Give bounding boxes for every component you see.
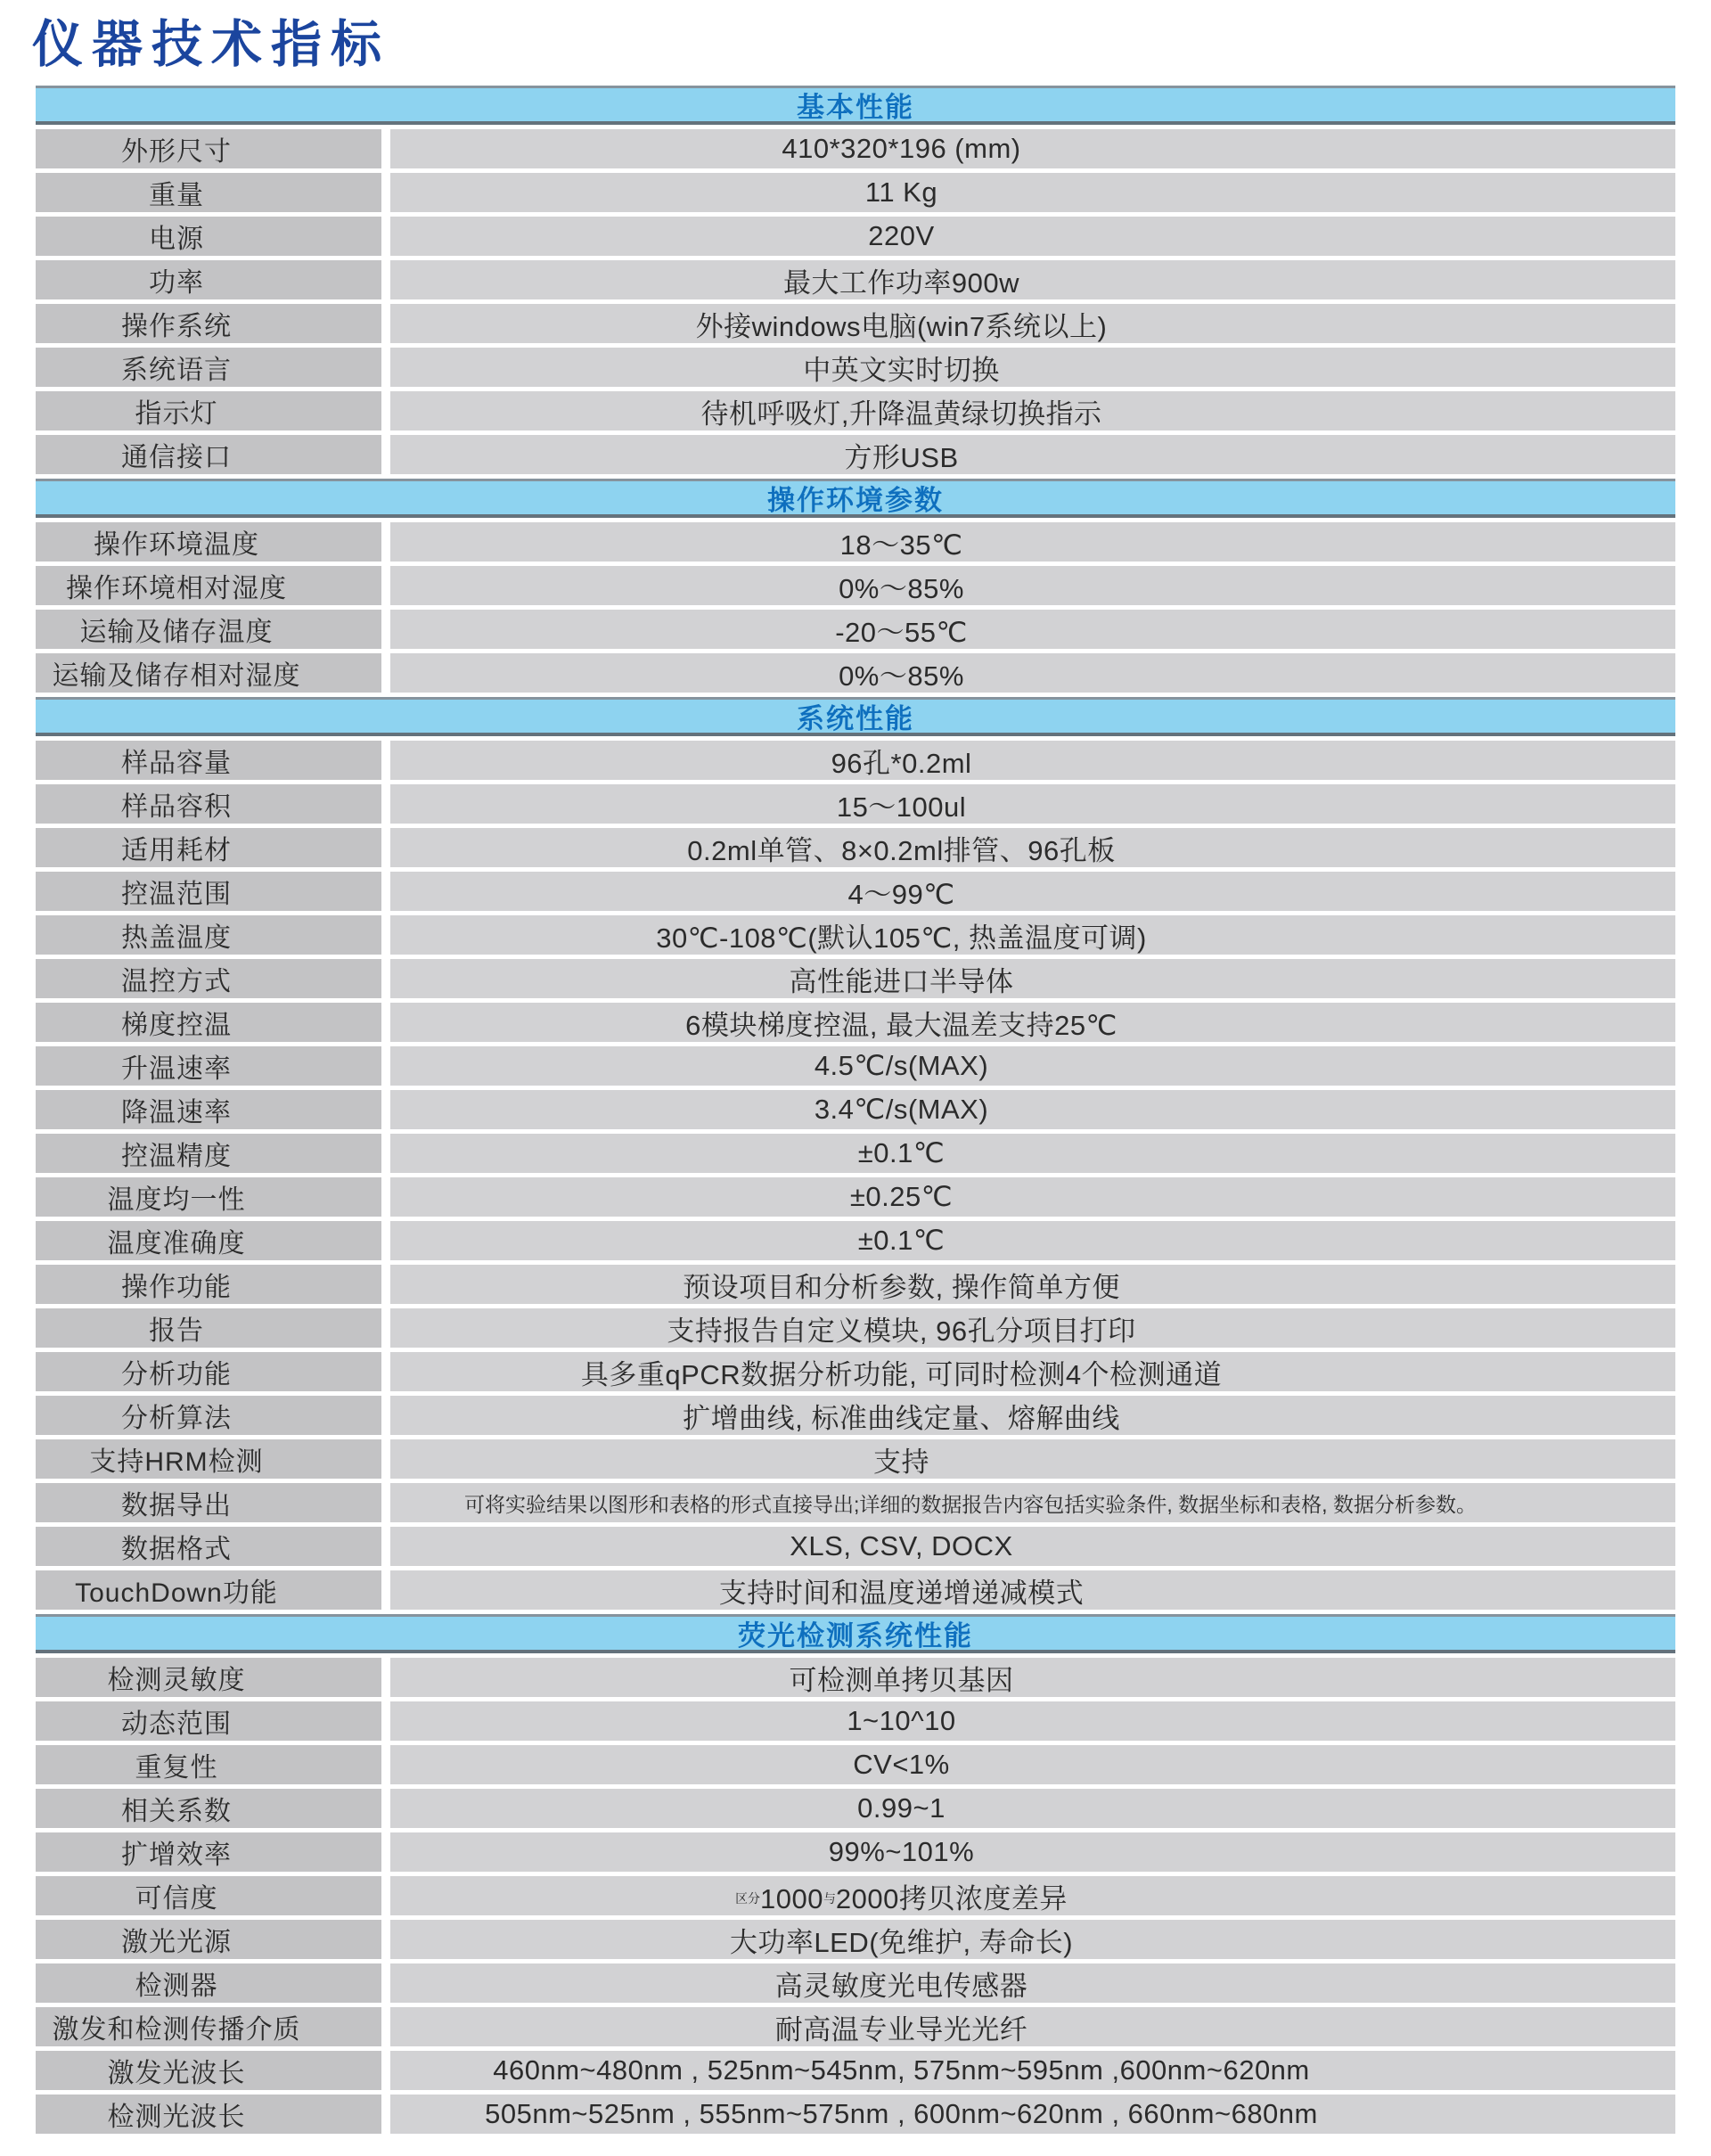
table-row bbox=[36, 566, 1675, 605]
table-row bbox=[36, 1439, 1675, 1479]
row-value-text: 中英文实时切换 bbox=[803, 354, 1000, 386]
row-value bbox=[390, 959, 1675, 998]
row-value bbox=[390, 1527, 1675, 1566]
row-label bbox=[36, 741, 381, 780]
row-value bbox=[390, 1003, 1675, 1042]
value-part: 2000拷贝浓度差异 bbox=[835, 1882, 1068, 1914]
table-row bbox=[36, 1701, 1675, 1741]
row-value bbox=[390, 741, 1675, 780]
row-label-text: 检测器 bbox=[135, 1972, 218, 2001]
row-value bbox=[390, 1570, 1675, 1610]
row-value-text: ±0.1℃ bbox=[857, 1137, 946, 1168]
table-row bbox=[36, 173, 1675, 212]
row-value bbox=[390, 1177, 1675, 1217]
table-row bbox=[36, 1832, 1675, 1872]
row-value-text: 220V bbox=[868, 220, 935, 251]
row-label-text: 控温精度 bbox=[121, 1142, 232, 1171]
table-row bbox=[36, 828, 1675, 867]
row-value-text: 4～99℃ bbox=[847, 878, 955, 910]
row-value-text: 96孔*0.2ml bbox=[831, 747, 972, 779]
section-header: 操作环境参数 bbox=[36, 479, 1675, 518]
table-row bbox=[36, 1352, 1675, 1391]
row-label bbox=[36, 2051, 381, 2090]
table-row bbox=[36, 1570, 1675, 1610]
row-label-text: 样品容量 bbox=[121, 749, 232, 778]
spec-table bbox=[36, 86, 1675, 2138]
row-label bbox=[36, 653, 381, 693]
row-value bbox=[390, 610, 1675, 649]
row-label-text: 支持HRM检测 bbox=[89, 1447, 264, 1477]
row-label-text: 数据格式 bbox=[121, 1535, 232, 1564]
table-row bbox=[36, 1134, 1675, 1173]
row-value-text: 4.5℃/s(MAX) bbox=[814, 1050, 989, 1081]
table-row bbox=[36, 653, 1675, 693]
row-label-text: 可信度 bbox=[135, 1884, 218, 1914]
row-label bbox=[36, 1134, 381, 1173]
row-value bbox=[390, 1483, 1675, 1522]
table-row bbox=[36, 915, 1675, 955]
row-label bbox=[36, 784, 381, 824]
row-label bbox=[36, 391, 381, 430]
row-value bbox=[390, 784, 1675, 824]
row-value bbox=[390, 1876, 1675, 1915]
table-row bbox=[36, 217, 1675, 256]
row-label bbox=[36, 217, 381, 256]
row-label-text: 相关系数 bbox=[121, 1797, 232, 1826]
row-value-text: 方形USB bbox=[844, 441, 959, 473]
row-value bbox=[390, 1352, 1675, 1391]
row-value bbox=[390, 1308, 1675, 1348]
row-label bbox=[36, 1876, 381, 1915]
row-label-text: 运输及储存温度 bbox=[79, 618, 274, 647]
row-label-text: 操作功能 bbox=[121, 1273, 232, 1302]
row-value bbox=[390, 1789, 1675, 1828]
row-label bbox=[36, 1745, 381, 1784]
row-value bbox=[390, 915, 1675, 955]
table-row bbox=[36, 260, 1675, 299]
row-value bbox=[390, 566, 1675, 605]
table-row bbox=[36, 1003, 1675, 1042]
row-label bbox=[36, 1832, 381, 1872]
row-label bbox=[36, 1046, 381, 1086]
row-value bbox=[390, 173, 1675, 212]
row-value-text: 扩增曲线, 标准曲线定量、熔解曲线 bbox=[683, 1402, 1120, 1434]
row-value-text: 支持报告自定义模块, 96孔分项目打印 bbox=[667, 1315, 1136, 1347]
table-row bbox=[36, 304, 1675, 343]
row-value-text: CV<1% bbox=[853, 1749, 950, 1780]
row-value-text: 18～35℃ bbox=[839, 529, 963, 561]
row-label-text: 操作环境相对湿度 bbox=[66, 574, 287, 603]
row-label-text: 检测光波长 bbox=[107, 2103, 246, 2132]
value-part-small: 与 bbox=[823, 1890, 836, 1906]
row-value bbox=[390, 1439, 1675, 1479]
row-value-text: 0%～85% bbox=[839, 572, 964, 604]
row-label-text: 重量 bbox=[149, 181, 204, 210]
row-value-text: 505nm~525nm , 555nm~575nm , 600nm~620nm , 660nm~680nm bbox=[485, 2098, 1318, 2129]
row-label-text: 分析算法 bbox=[121, 1404, 232, 1433]
row-value bbox=[390, 1090, 1675, 1129]
row-label-text: 数据导出 bbox=[121, 1491, 232, 1521]
row-value-text: 高性能进口半导体 bbox=[789, 965, 1014, 997]
row-label-text: 激发光波长 bbox=[107, 2059, 246, 2088]
value-part-small: 区分 bbox=[735, 1890, 760, 1906]
row-label bbox=[36, 1177, 381, 1217]
row-label bbox=[36, 1396, 381, 1435]
row-value-text: 支持时间和温度递增递减模式 bbox=[718, 1577, 1085, 1609]
row-value-text: 具多重qPCR数据分析功能, 可同时检测4个检测通道 bbox=[580, 1358, 1223, 1390]
table-row bbox=[36, 129, 1675, 168]
row-label-text: 降温速率 bbox=[121, 1098, 232, 1127]
row-label bbox=[36, 1963, 381, 2003]
row-label bbox=[36, 522, 381, 562]
value-part: 1000 bbox=[760, 1882, 823, 1914]
row-label bbox=[36, 2007, 381, 2046]
row-label-text: 控温范围 bbox=[121, 880, 232, 909]
row-value bbox=[390, 2007, 1675, 2046]
table-row bbox=[36, 2007, 1675, 2046]
table-row bbox=[36, 1483, 1675, 1522]
row-value bbox=[390, 304, 1675, 343]
row-value-text: 高灵敏度光电传感器 bbox=[774, 1970, 1028, 2002]
row-label bbox=[36, 1570, 381, 1610]
row-value bbox=[390, 391, 1675, 430]
table-row bbox=[36, 1876, 1675, 1915]
row-value-text: 外接windows电脑(win7系统以上) bbox=[695, 310, 1108, 342]
row-value-text: 410*320*196 (mm) bbox=[782, 133, 1021, 164]
row-label bbox=[36, 1352, 381, 1391]
row-value-text: 支持 bbox=[873, 1446, 929, 1478]
table-row bbox=[36, 1308, 1675, 1348]
row-label-text: 激光光源 bbox=[121, 1928, 232, 1957]
row-label bbox=[36, 1221, 381, 1260]
row-label-text: 升温速率 bbox=[121, 1054, 232, 1084]
row-label-text: 适用耗材 bbox=[121, 836, 232, 865]
row-value bbox=[390, 348, 1675, 387]
row-label-text: 检测灵敏度 bbox=[107, 1666, 246, 1695]
table-row bbox=[36, 741, 1675, 780]
row-value bbox=[390, 1832, 1675, 1872]
row-label-text: 电源 bbox=[149, 225, 204, 254]
row-label-text: 外形尺寸 bbox=[121, 137, 232, 167]
row-label bbox=[36, 1483, 381, 1522]
row-value bbox=[390, 1701, 1675, 1741]
section-header: 系统性能 bbox=[36, 697, 1675, 736]
row-label-text: 温度均一性 bbox=[107, 1185, 246, 1215]
row-label-text: 热盖温度 bbox=[121, 923, 232, 953]
table-row bbox=[36, 348, 1675, 387]
row-value-text: 可检测单拷贝基因 bbox=[789, 1664, 1014, 1696]
row-label bbox=[36, 1701, 381, 1741]
row-value-text: 0%～85% bbox=[839, 660, 964, 692]
row-value-text: 预设项目和分析参数, 操作简单方便 bbox=[683, 1271, 1120, 1303]
row-label-text: 指示灯 bbox=[135, 399, 218, 429]
section-header: 荧光检测系统性能 bbox=[36, 1614, 1675, 1653]
row-value bbox=[390, 653, 1675, 693]
row-value-text: 可将实验结果以图形和表格的形式直接导出;详细的数据报告内容包括实验条件, 数据坐标和表格, 数据分析参数。 bbox=[464, 1492, 1477, 1516]
row-label bbox=[36, 1439, 381, 1479]
table-row bbox=[36, 1265, 1675, 1304]
row-label bbox=[36, 304, 381, 343]
table-row bbox=[36, 784, 1675, 824]
row-value-text: 1~10^10 bbox=[847, 1705, 956, 1736]
table-row bbox=[36, 522, 1675, 562]
row-value-text: 0.99~1 bbox=[857, 1792, 946, 1824]
row-value-text: 0.2ml单管、8×0.2ml排管、96孔板 bbox=[687, 834, 1116, 866]
page-title: 仪器技术指标 bbox=[32, 16, 390, 73]
row-label bbox=[36, 1920, 381, 1959]
row-label bbox=[36, 1308, 381, 1348]
row-label bbox=[36, 260, 381, 299]
row-label-text: 操作系统 bbox=[121, 312, 232, 341]
row-label bbox=[36, 1090, 381, 1129]
row-value bbox=[390, 1046, 1675, 1086]
row-label bbox=[36, 1265, 381, 1304]
row-label bbox=[36, 435, 381, 474]
table-row bbox=[36, 1527, 1675, 1566]
row-label-text: 温控方式 bbox=[121, 967, 232, 996]
row-value-text: 11 Kg bbox=[864, 176, 938, 208]
row-value bbox=[390, 1920, 1675, 1959]
row-label-text: 通信接口 bbox=[121, 443, 232, 472]
row-value-text: 6模块梯度控温, 最大温差支持25℃ bbox=[685, 1009, 1117, 1041]
table-row bbox=[36, 1789, 1675, 1828]
row-value bbox=[390, 2051, 1675, 2090]
table-row bbox=[36, 1177, 1675, 1217]
row-label-text: 温度准确度 bbox=[107, 1229, 246, 1258]
row-value-text: 30℃-108℃(默认105℃, 热盖温度可调) bbox=[656, 922, 1147, 954]
row-label-text: 运输及储存相对湿度 bbox=[52, 661, 301, 691]
row-value-text: 大功率LED(免维护, 寿命长) bbox=[729, 1926, 1074, 1958]
row-label-text: 操作环境温度 bbox=[94, 530, 259, 560]
table-row bbox=[36, 1920, 1675, 1959]
row-label-text: 报告 bbox=[149, 1316, 204, 1346]
row-value-text: ±0.1℃ bbox=[857, 1225, 946, 1256]
row-value bbox=[390, 1658, 1675, 1697]
table-row bbox=[36, 872, 1675, 911]
row-value-text bbox=[735, 1876, 1068, 1916]
row-value bbox=[390, 1745, 1675, 1784]
row-value-text: 耐高温专业导光光纤 bbox=[774, 2013, 1028, 2045]
row-label-text: 动态范围 bbox=[121, 1709, 232, 1739]
row-value-text: 15～100ul bbox=[836, 791, 967, 823]
row-label bbox=[36, 566, 381, 605]
table-row bbox=[36, 2095, 1675, 2134]
row-label-text: 功率 bbox=[149, 268, 204, 298]
row-value-text: 待机呼吸灯,升降温黄绿切换指示 bbox=[700, 398, 1102, 430]
row-value bbox=[390, 522, 1675, 562]
row-value bbox=[390, 1265, 1675, 1304]
row-label bbox=[36, 1658, 381, 1697]
table-row bbox=[36, 1745, 1675, 1784]
row-value bbox=[390, 1221, 1675, 1260]
row-label bbox=[36, 348, 381, 387]
table-row bbox=[36, 959, 1675, 998]
table-row bbox=[36, 1090, 1675, 1129]
row-value bbox=[390, 129, 1675, 168]
row-value bbox=[390, 2095, 1675, 2134]
row-label-text: 系统语言 bbox=[121, 356, 232, 385]
row-value bbox=[390, 1134, 1675, 1173]
row-value bbox=[390, 1963, 1675, 2003]
row-value bbox=[390, 435, 1675, 474]
row-value bbox=[390, 828, 1675, 867]
row-label-text: TouchDown功能 bbox=[75, 1578, 278, 1608]
row-label bbox=[36, 610, 381, 649]
row-value bbox=[390, 872, 1675, 911]
row-value-text: -20～55℃ bbox=[835, 616, 968, 648]
row-label bbox=[36, 129, 381, 168]
table-row bbox=[36, 2051, 1675, 2090]
row-label-text: 分析功能 bbox=[121, 1360, 232, 1390]
row-label bbox=[36, 1527, 381, 1566]
row-label-text: 重复性 bbox=[135, 1753, 218, 1783]
row-label-text: 梯度控温 bbox=[121, 1011, 232, 1040]
table-row bbox=[36, 435, 1675, 474]
row-label bbox=[36, 915, 381, 955]
row-value-text: 460nm~480nm , 525nm~545nm, 575nm~595nm ,600nm~620nm bbox=[493, 2054, 1310, 2086]
table-row bbox=[36, 1658, 1675, 1697]
row-label-text: 样品容积 bbox=[121, 792, 232, 822]
table-row bbox=[36, 1046, 1675, 1086]
row-label bbox=[36, 2095, 381, 2134]
row-label bbox=[36, 1789, 381, 1828]
row-value bbox=[390, 217, 1675, 256]
row-label bbox=[36, 173, 381, 212]
row-value bbox=[390, 260, 1675, 299]
row-value-text: ±0.25℃ bbox=[849, 1181, 954, 1212]
row-value bbox=[390, 1396, 1675, 1435]
row-label bbox=[36, 872, 381, 911]
table-row bbox=[36, 610, 1675, 649]
table-row bbox=[36, 391, 1675, 430]
section-header: 基本性能 bbox=[36, 86, 1675, 125]
row-value-text: 最大工作功率900w bbox=[782, 266, 1020, 299]
row-label-text: 扩增效率 bbox=[121, 1840, 232, 1870]
row-value-text: XLS, CSV, DOCX bbox=[790, 1530, 1013, 1562]
row-value-text: 3.4℃/s(MAX) bbox=[814, 1094, 989, 1125]
table-row bbox=[36, 1963, 1675, 2003]
table-row bbox=[36, 1396, 1675, 1435]
row-label bbox=[36, 828, 381, 867]
row-label bbox=[36, 959, 381, 998]
row-label-text: 激发和检测传播介质 bbox=[52, 2015, 301, 2045]
row-label bbox=[36, 1003, 381, 1042]
table-row bbox=[36, 1221, 1675, 1260]
row-value-text: 99%~101% bbox=[828, 1836, 975, 1867]
